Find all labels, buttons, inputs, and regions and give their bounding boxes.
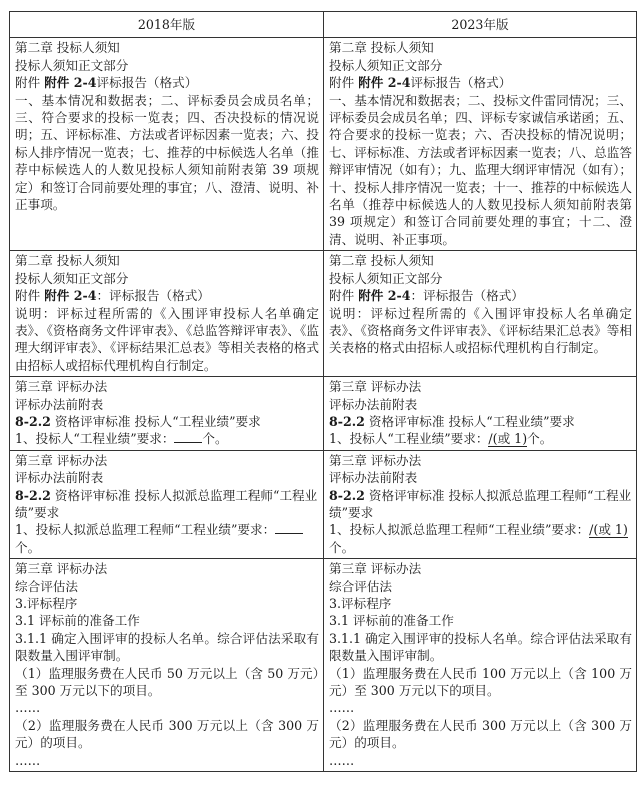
requirement-line bbox=[15, 521, 319, 556]
requirement-unit: 个。 bbox=[527, 431, 553, 447]
cell-2023 bbox=[324, 38, 637, 251]
table-row bbox=[10, 450, 637, 558]
section-heading: 评标办法前附表 bbox=[329, 396, 418, 412]
clause-title: 资格评审标准 投标人“工程业绩”要求 bbox=[50, 413, 261, 429]
annex-title: ：评标报告（格式） bbox=[410, 288, 524, 304]
fill-blank bbox=[275, 533, 303, 534]
method-heading: 综合评估法 bbox=[329, 578, 392, 594]
table-row bbox=[10, 38, 637, 251]
paragraph: 一、基本情况和数据表；二、投标文件雷同情况；三、评标委员会成员名单；四、评标专家诚信承诺函；五、符合要求的投标一览表；六、否决投标的情况说明；七、评标标准、方法或者评标因素一览表；八、总监答辩评审情况（如有）；九、监理大纲评审情况（如有）；十、投标人排序情况一览表；十一、推荐的中标候选人名单（推荐中标候选人的人数见投标人须知前附表第 39 项规定）和签订合同前要处理的事宜；十二、澄清、说明、补正事项。 bbox=[329, 92, 632, 247]
clause-line bbox=[329, 413, 632, 430]
subsection-heading: 3.1 评标前的准备工作 bbox=[329, 613, 454, 629]
paragraph: （1）监理服务费在人民币 100 万元以上（含 100 万元）至 300 万元以下的项目。 bbox=[329, 665, 632, 699]
paragraph: 3.1.1 确定入围评审的投标人名单。综合评估法采取有限数量入围评审制。 bbox=[15, 630, 319, 664]
requirement-label: 1、投标人“工程业绩”要求： bbox=[329, 431, 489, 447]
chapter-heading: 第二章 投标人须知 bbox=[15, 253, 120, 269]
chapter-heading: 第三章 评标办法 bbox=[15, 452, 108, 468]
chapter-heading: 第三章 评标办法 bbox=[15, 379, 108, 395]
annex-line: 附件 附件 2-4：评标报告（格式） bbox=[329, 288, 524, 304]
annex-line: 附件 附件 2-4评标报告（格式） bbox=[329, 75, 512, 91]
section-heading: 投标人须知正文部分 bbox=[15, 57, 129, 73]
clause-line bbox=[15, 413, 319, 430]
annex-title: ：评标报告（格式） bbox=[96, 288, 210, 304]
chapter-heading: 第三章 评标办法 bbox=[329, 561, 422, 577]
requirement-line bbox=[15, 430, 319, 447]
comparison-table bbox=[9, 11, 637, 772]
annex-number: 附件 2-4 bbox=[358, 288, 411, 304]
clause-line bbox=[15, 487, 319, 522]
requirement-unit: 个。 bbox=[329, 539, 355, 555]
column-header-2018: 2018年版 bbox=[10, 12, 324, 38]
cell-2018 bbox=[10, 559, 324, 772]
column-header-2023: 2023年版 bbox=[324, 12, 637, 38]
cell-2018 bbox=[10, 251, 324, 377]
paragraph: 说明：评标过程所需的《入围评审投标人名单确定表》、《资格商务文件评审表》、《总监答辩评审表》、《监理大纲评审表》、《评标结果汇总表》等相关表格的格式由招标人或招标代理机构自行制定。 bbox=[15, 305, 319, 373]
annex-line: 附件 附件 2-4评标报告（格式） bbox=[15, 75, 198, 91]
annex-number: 附件 2-4 bbox=[44, 288, 97, 304]
annex-line: 附件 附件 2-4：评标报告（格式） bbox=[15, 288, 210, 304]
cell-2018 bbox=[10, 377, 324, 451]
paragraph: （1）监理服务费在人民币 50 万元以上（含 50 万元）至 300 万元以下的项目。 bbox=[15, 665, 319, 699]
section-heading: 投标人须知正文部分 bbox=[329, 270, 443, 286]
requirement-unit: 个。 bbox=[15, 539, 41, 555]
clause-number: 8-2.2 bbox=[15, 413, 51, 429]
annex-number: 附件 2-4 bbox=[44, 75, 97, 91]
clause-title: 资格评审标准 投标人拟派总监理工程师“工程业绩”要求 bbox=[15, 487, 318, 520]
ellipsis: …… bbox=[329, 700, 355, 716]
chapter-heading: 第二章 投标人须知 bbox=[15, 40, 120, 56]
clause-line bbox=[329, 487, 632, 522]
section-heading: 投标人须知正文部分 bbox=[329, 57, 443, 73]
annex-number: 附件 2-4 bbox=[358, 75, 411, 91]
fill-blank bbox=[174, 442, 202, 443]
paragraph: 一、基本情况和数据表；二、评标委员会成员名单；三、符合要求的投标一览表；四、否决投标的情况说明；五、评标标准、方法或者评标因素一览表；六、投标人排序情况一览表；七、推荐的中标候选人名单（推荐中标候选人的人数见投标人须知前附表第 39 项规定）和签订合同前要处理的事宜；八、澄清、说明、补正事项。 bbox=[15, 92, 319, 213]
annex-title: 评标报告（格式） bbox=[96, 75, 198, 91]
requirement-label: 1、投标人拟派总监理工程师“工程业绩”要求： bbox=[329, 522, 590, 538]
ellipsis: …… bbox=[15, 700, 41, 716]
paragraph: （2）监理服务费在人民币 300 万元以上（含 300 万元）的项目。 bbox=[15, 717, 319, 751]
requirement-line bbox=[329, 521, 632, 556]
paragraph: 3.1.1 确定入围评审的投标人名单。综合评估法采取有限数量入围评审制。 bbox=[329, 630, 632, 664]
clause-number: 8-2.2 bbox=[15, 487, 51, 503]
header-row bbox=[10, 12, 637, 38]
requirement-unit: 个。 bbox=[202, 431, 228, 447]
clause-number: 8-2.2 bbox=[329, 487, 365, 503]
subsection-heading: 3.1 评标前的准备工作 bbox=[15, 613, 140, 629]
section-heading: 评标办法前附表 bbox=[329, 470, 418, 486]
cell-2023 bbox=[324, 450, 637, 558]
annex-title: 评标报告（格式） bbox=[410, 75, 512, 91]
cell-2023 bbox=[324, 559, 637, 772]
clause-number: 8-2.2 bbox=[329, 413, 365, 429]
fill-blank: /(或 1) bbox=[589, 522, 628, 538]
method-heading: 综合评估法 bbox=[15, 578, 78, 594]
section-heading: 投标人须知正文部分 bbox=[15, 270, 129, 286]
cell-2018 bbox=[10, 450, 324, 558]
chapter-heading: 第三章 评标办法 bbox=[15, 561, 108, 577]
procedure-heading: 3.评标程序 bbox=[329, 596, 392, 611]
clause-title: 资格评审标准 投标人“工程业绩”要求 bbox=[364, 413, 575, 429]
clause-title: 资格评审标准 投标人拟派总监理工程师“工程业绩”要求 bbox=[329, 487, 632, 520]
cell-2023 bbox=[324, 251, 637, 377]
requirement-label: 1、投标人“工程业绩”要求： bbox=[15, 431, 175, 447]
requirement-label: 1、投标人拟派总监理工程师“工程业绩”要求： bbox=[15, 522, 276, 538]
section-heading: 评标办法前附表 bbox=[15, 396, 104, 412]
paragraph: （2）监理服务费在人民币 300 万元以上（含 300 万元）的项目。 bbox=[329, 717, 632, 751]
chapter-heading: 第二章 投标人须知 bbox=[329, 253, 434, 269]
requirement-line bbox=[329, 430, 632, 447]
section-heading: 评标办法前附表 bbox=[15, 470, 104, 486]
chapter-heading: 第三章 评标办法 bbox=[329, 379, 422, 395]
fill-blank: /(或 1) bbox=[488, 431, 528, 447]
table-row bbox=[10, 559, 637, 772]
table-row bbox=[10, 377, 637, 451]
table-row bbox=[10, 251, 637, 377]
cell-2023 bbox=[324, 377, 637, 451]
chapter-heading: 第二章 投标人须知 bbox=[329, 40, 434, 56]
paragraph: 说明：评标过程所需的《入围评审投标人名单确定表》、《资格商务文件评审表》、《评标结果汇总表》等相关表格的格式由招标人或招标代理机构自行制定。 bbox=[329, 305, 632, 356]
cell-2018 bbox=[10, 38, 324, 251]
chapter-heading: 第三章 评标办法 bbox=[329, 452, 422, 468]
ellipsis: …… bbox=[15, 752, 41, 768]
procedure-heading: 3.评标程序 bbox=[15, 596, 78, 611]
ellipsis: …… bbox=[329, 752, 355, 768]
